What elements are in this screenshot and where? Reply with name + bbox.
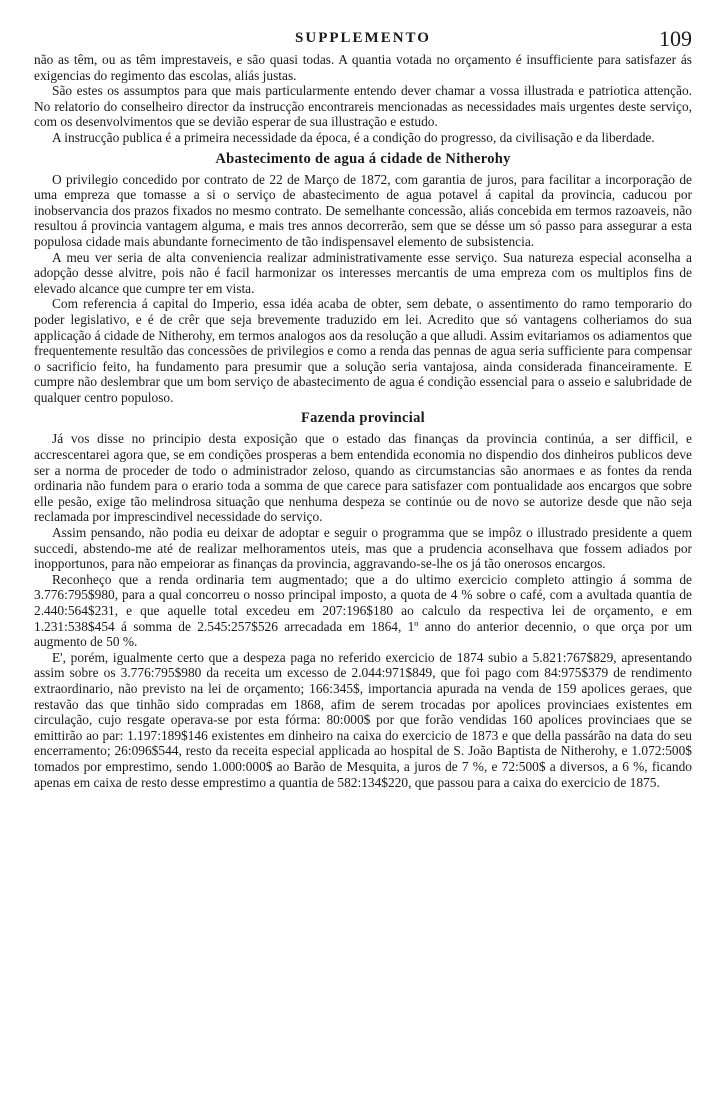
document-page — [34, 26, 692, 790]
page-number: 109 — [659, 26, 692, 51]
section-heading-water-supply: Abastecimento de agua á cidade de Nitherohy — [215, 150, 511, 167]
paragraph-finance-2: Assim pensando, não podia eu deixar de adoptar e seguir o programma que se impôz o illustrado presidente a quem succedi, abstendo-me até de realizar melhoramentos uteis, mas que a prudencia aconselhava que fossem adiados por inopportunos, para não empeiorar as finanças da provincia, aggravando-se-lhe os já tão onerosos encargos. — [34, 525, 692, 572]
paragraph-intro-3: A instrucção publica é a primeira necessidade da época, é a condição do progresso, da civilisação e da liberdade. — [52, 129, 655, 145]
paragraph-intro-1: não as têm, ou as têm imprestaveis, e são quasi todas. A quantia votada no orçamento é insufficiente para satisfazer ás exigencias do regimento das escolas, aliás justas. — [34, 52, 692, 83]
paragraph-finance-4: E', porém, igualmente certo que a despeza paga no referido exercicio de 1874 subio a 5.821:767$829, apresentando assim sobre os 3.776:795$980 da receita um excesso de 2.044:971$849, que foi pago com 84:975$379 de rendimento extraordinario, não previsto na lei de orçamento; 166:345$, importancia apurada na venda de 159 apolices geraes, que restavão das que tinhão sido compradas em 1868, afim de serem trocadas por apolices provinciaes existentes em circulação, cujo resgate operava-se por esta fórma: 80:000$ por que forão vendidas 160 apolices provinciaes que se emittirão ao par: 1.197:189$146 existentes em dinheiro na caixa do exercicio de 1873 e que della passárão na data do seu encerramento; 26:096$544, resto da receita especial applicada ao hospital de S. João Baptista de Nitherohy, e 1.072:500$ tomados por emprestimo, sendo 1.000:000$ ao Barão de Mesquita, a juros de 7 %, e 72:500$ a diversos, a 6 %, ficando apenas em caixa de resto desse emprestimo a quantia de 582:134$220, que passou para a caixa do exercicio de 1875. — [34, 649, 692, 790]
paragraph-finance-1: Já vos disse no principio desta exposição que o estado das finanças da provincia continúa, a ser difficil, e accrescentarei agora que, se em condições prosperas a bem entendida economia no dispendio dos dinheiros publicos deve ser a norma de proceder de todo o administrador zeloso, quando as circumstancias são anormaes e as fontes da renda ordinaria não fundem para o erario toda a somma de que carece para satisfazer com pontualidade aos encargos que sobre elle pesão, exige tão melindrosa situação que nenhuma despeza se continúe ou de novo se autorize desde que não seja reclamada por imprescindivel necessidade do serviço. — [34, 431, 692, 525]
running-header — [34, 26, 692, 52]
paragraph-intro-2: São estes os assumptos para que mais particularmente entendo dever chamar a vossa illustrada e patriotica attenção. No relatorio do conselheiro director da instrucção encontrareis mencionadas as necessidades mais urgentes deste serviço, com os desenvolvimentos que se devião esperar de sua illustração e estudo. — [34, 83, 692, 130]
paragraph-finance-3: Reconheço que a renda ordinaria tem augmentado; que a do ultimo exercicio completo attingio á somma de 3.776:795$980, para a qual concorreu o nosso principal imposto, a quota de 4 % sobre o café, com a avultada quantia de 2.440:564$231, e que aquelle total excedeu em 207:196$180 ao calculo da respectiva lei de orçamento, e em 1.231:538$454 á somma de 2.545:257$526 arrecadada em 1864, 1º anno do anterior decennio, o que orça por um augmento de 50 %. — [34, 571, 692, 650]
paragraph-water-3: Com referencia á capital do Imperio, essa idéa acaba de obter, sem debate, o assentimento do ramo temporario do poder legislativo, e é de crêr que seja brevemente traduzido em lei. Acredito que só vantagens colheriamos do sua applicação á cidade de Nitherohy, em termos analogos aos da resolução a que alludi. Assim evitariamos os adiamentos que frequentemente resultão das concessões de privilegios e como a renda das pennas de agua seria sufficiente para compensar o sacrificio feito, ha fundamento para presumir que a solução seria vantajosa, ainda considerada financeiramente. E cumpre não deslembrar que um bom serviço de abastecimento de agua é condição essencial para o asseio e salubridade de qualquer centro populoso. — [34, 296, 692, 405]
paragraph-water-1: O privilegio concedido por contrato de 22 de Março de 1872, com garantia de juros, para facilitar a incorporação de uma empreza que tomasse a si o serviço de abastecimento de agua potavel á capital da provincia, caducou por inobservancia dos prazos fixados no mesmo contrato. De semelhante concessão, aliás concebida em termos razoaveis, não resultou á provincia vantagem alguma, e mais tres annos decorrerão, sem que se désse um só passo para assegurar a esta populosa cidade mais abundante fornecimento de tão indispensavel elemento de subsistencia. — [34, 171, 692, 249]
paragraph-water-2: A meu ver seria de alta conveniencia realizar administrativamente esse serviço. Sua natureza especial aconselha a adopção desse alvitre, pois não é facil harmonizar os interesses mercantis de uma empreza com os multiplos fins de elevado alcance que cumpre ter em vista. — [34, 249, 692, 296]
running-title: SUPPLEMENTO — [295, 30, 431, 46]
section-heading-provincial-finance: Fazenda provincial — [301, 410, 425, 427]
